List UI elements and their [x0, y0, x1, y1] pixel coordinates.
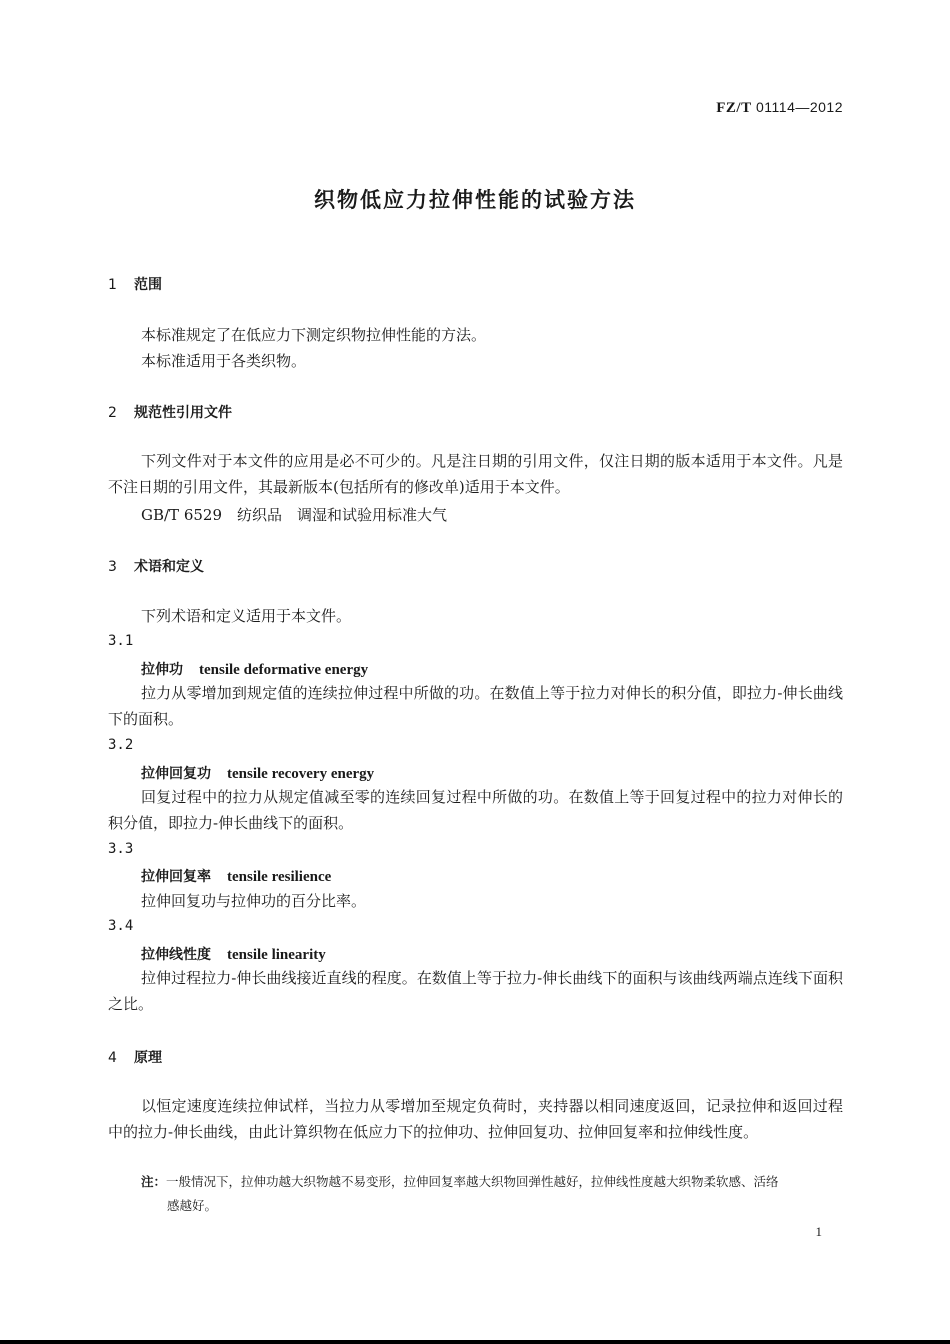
section-3-heading	[108, 556, 204, 576]
term-definition: 拉力从零增加到规定值的连续拉伸过程中所做的功。在数值上等于拉力对伸长的积分值，即拉力-伸长曲线下的面积。	[108, 684, 843, 728]
normative-reference: GB/T 6529 纺织品 调湿和试验用标准大气	[141, 506, 448, 524]
note	[141, 1170, 843, 1218]
term-chinese: 拉伸回复率	[141, 869, 211, 885]
section-2-heading	[108, 402, 232, 422]
term-number: 3.4	[108, 918, 134, 934]
section-number: 2	[108, 405, 117, 421]
bottom-border	[0, 1340, 950, 1344]
section-title: 规范性引用文件	[134, 405, 232, 421]
section-title: 术语和定义	[134, 559, 204, 575]
term-heading	[141, 944, 326, 964]
term-number: 3.2	[108, 737, 134, 753]
term-english: tensile resilience	[227, 869, 332, 885]
term-english: tensile deformative energy	[199, 662, 369, 678]
section-1-paragraph-1: 本标准规定了在低应力下测定织物拉伸性能的方法。	[141, 326, 487, 344]
page-number: 1	[815, 1224, 822, 1239]
term-chinese: 拉伸线性度	[141, 947, 211, 963]
term-heading	[141, 866, 331, 886]
term-english: tensile linearity	[227, 947, 326, 963]
term-english: tensile recovery energy	[227, 766, 375, 782]
term-definition: 拉伸回复功与拉伸功的百分比率。	[141, 892, 367, 910]
term-definition: 拉伸过程拉力-伸长曲线接近直线的程度。在数值上等于拉力-伸长曲线下的面积与该曲线两端点连线下面积之比。	[108, 969, 843, 1013]
section-2-paragraph-1: 下列文件对于本文件的应用是必不可少的。凡是注日期的引用文件，仅注日期的版本适用于本文件。凡是不注日期的引用文件，其最新版本(包括所有的修改单)适用于本文件。	[108, 452, 843, 496]
note-text-continued: 感越好。	[167, 1198, 218, 1213]
section-1-heading	[108, 274, 162, 294]
standard-code	[716, 99, 843, 117]
term-chinese: 拉伸功	[141, 662, 183, 678]
section-number: 1	[108, 277, 117, 293]
term-number: 3.1	[108, 633, 134, 649]
section-number: 3	[108, 559, 117, 575]
standard-number: 01114—2012	[756, 99, 843, 115]
note-label: 注：	[141, 1174, 167, 1189]
section-1-paragraph-2: 本标准适用于各类织物。	[141, 352, 307, 370]
term-number: 3.3	[108, 841, 134, 857]
section-4-heading	[108, 1047, 162, 1067]
section-3-intro: 下列术语和定义适用于本文件。	[141, 607, 352, 625]
note-text: 一般情况下，拉伸功越大织物越不易变形，拉伸回复率越大织物回弹性越好，拉伸线性度越大织物柔软感、活络	[166, 1174, 779, 1189]
term-heading	[141, 659, 368, 679]
term-heading	[141, 763, 374, 783]
section-4-paragraph-1: 以恒定速度连续拉伸试样，当拉力从零增加至规定负荷时，夹持器以相同速度返回，记录拉伸和返回过程中的拉力-伸长曲线，由此计算织物在低应力下的拉伸功、拉伸回复功、拉伸回复率和拉伸线性度。	[108, 1097, 843, 1141]
section-title: 范围	[134, 277, 162, 293]
document-title: 织物低应力拉伸性能的试验方法	[314, 188, 636, 212]
term-chinese: 拉伸回复功	[141, 766, 211, 782]
section-title: 原理	[134, 1050, 162, 1066]
section-number: 4	[108, 1050, 117, 1066]
term-definition: 回复过程中的拉力从规定值减至零的连续回复过程中所做的功。在数值上等于回复过程中的拉力对伸长的积分值，即拉力-伸长曲线下的面积。	[108, 788, 843, 832]
standard-prefix: FZ/T	[716, 100, 752, 116]
